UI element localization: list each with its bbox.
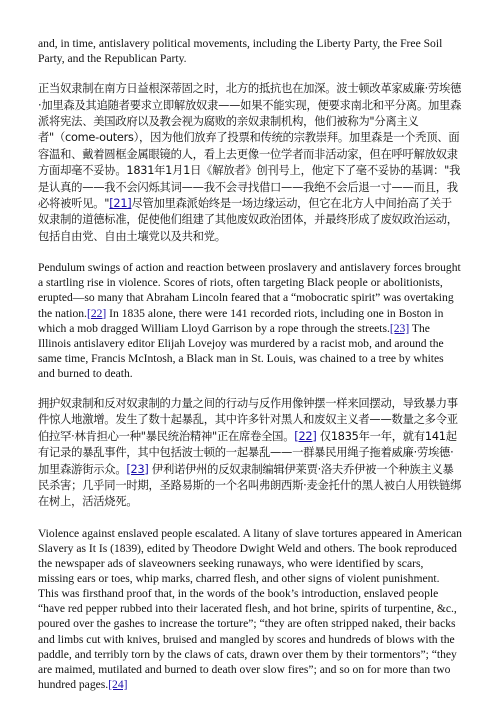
citation-link[interactable]: [22] (294, 429, 317, 443)
paragraph-text: 正当奴隶制在南方日益根深蒂固之时，北方的抵抗也在加深。波士顿改革家威廉·劳埃德·加里森及其追随者要求立即解放奴隶——如果不能实现，便要求南北和平分离。加里森派将宪法、美国政府以及教会视为腐败的亲奴隶制机构，他们被称为"分离主义者"（come-outers），因为他们放弃了投票和传统的宗教崇拜。加里森是一个秃顶、面容温和、戴着圆框金属眼镜的人，看上去更像一位学者而非活动家，但在呼吁解放奴隶方面却毫不妥协。1831年1月1日《解放者》创刊号上，他定下了毫不妥协的基调："我是认真的——我不会闪烁其词——我不会寻找借口——我绝不会后退一寸——而且，我必将被听见。" (38, 82, 462, 211)
paragraph-text: 伊利诺伊州的反奴隶制编辑伊莱贾·洛夫乔伊被一个种族主义暴民杀害；几乎同一时期，圣路易斯的一个名叫弗朗西斯·麦金托什的黑人被白人用铁链绑在树上，活活烧死。 (38, 462, 462, 509)
paragraph-text: In 1835 alone, there were 141 recorded riots, including one in Boston in which a mob dragged William Lloyd Garrison by a rope through the streets. (38, 306, 444, 335)
paragraph-text: Pendulum swings of action and reaction between proslavery and antislavery forces brought a startling rise in violence. Scores of riots, often targeting Black people or abolitionists, erupted—so many that Abraham Lincoln feared that a “mobocratic spirit” was overtaking the nation. (38, 261, 461, 320)
paragraph-text: 尽管加里森派始终是一场边缘运动，但它在北方人中间抬高了关于奴隶制的道德标准，促使他们组建了其他废奴政治团体，并最终形成了废奴政治运动，包括自由党、自由土壤党以及共和党。 (38, 197, 458, 243)
paragraph-text: The Illinois antislavery editor Elijah Lovejoy was murdered by a racist mob, and around the same time, Francis McIntosh, a Black man in St. Louis, was chained to a tree by whites and burned to death. (38, 321, 444, 380)
paragraph-text: Violence against enslaved people escalated. A litany of slave tortures appeared in American Slavery as It Is (1839), edited by Theodore Dwight Weld and others. The book reproduced the newspaper ads of slaveowners seeking runaways, who were identified by scars, missing ears or toes, whip marks, charred flesh, and other signs of violent punishment. This was firsthand proof that, in the words of the book’s introduction, enslaved people “have red pepper rubbed into their lacerated flesh, and hot brine, spirits of turpentine, &c., poured over the gashes to increase the torture”; “they are often stripped naked, their backs and limbs cut with knives, bruised and mangled by scores and hundreds of blows with the paddle, and terribly torn by the claws of cats, drawn over them by their tormentors”; “they are maimed, mutilated and burned to death over slow fires”; and so on for more than two hundred pages. (38, 526, 462, 691)
citation-link[interactable]: [21] (109, 197, 132, 211)
paragraph-text: and, in time, antislavery political movements, including the Liberty Party, the Free Soil Party, and the Republican Party. (38, 37, 443, 66)
citation-link[interactable]: [24] (108, 677, 128, 691)
paragraph-text: 仅1835年一年，就有141起有记录的暴乱事件，其中包括波士顿的一起暴乱——一群暴民用绳子拖着威廉·劳埃德·加里森游街示众。 (38, 429, 457, 476)
paragraph-chinese (38, 396, 462, 511)
citation-link[interactable]: [23] (389, 321, 410, 335)
paragraph-english (38, 526, 462, 692)
paragraph-english (38, 260, 462, 381)
paragraph-chinese (38, 81, 462, 245)
paragraph-text: 拥护奴隶制和反对奴隶制的力量之间的行动与反作用像钟摆一样来回摆动，导致暴力事件惊人地激增。发生了数十起暴乱，其中许多针对黑人和废奴主义者——数量之多令亚伯拉罕·林肯担心一种"暴民统治精神"正在席卷全国。 (38, 397, 458, 443)
citation-link[interactable]: [23] (126, 462, 149, 476)
citation-link[interactable]: [22] (86, 306, 107, 320)
paragraph-english (38, 36, 462, 66)
